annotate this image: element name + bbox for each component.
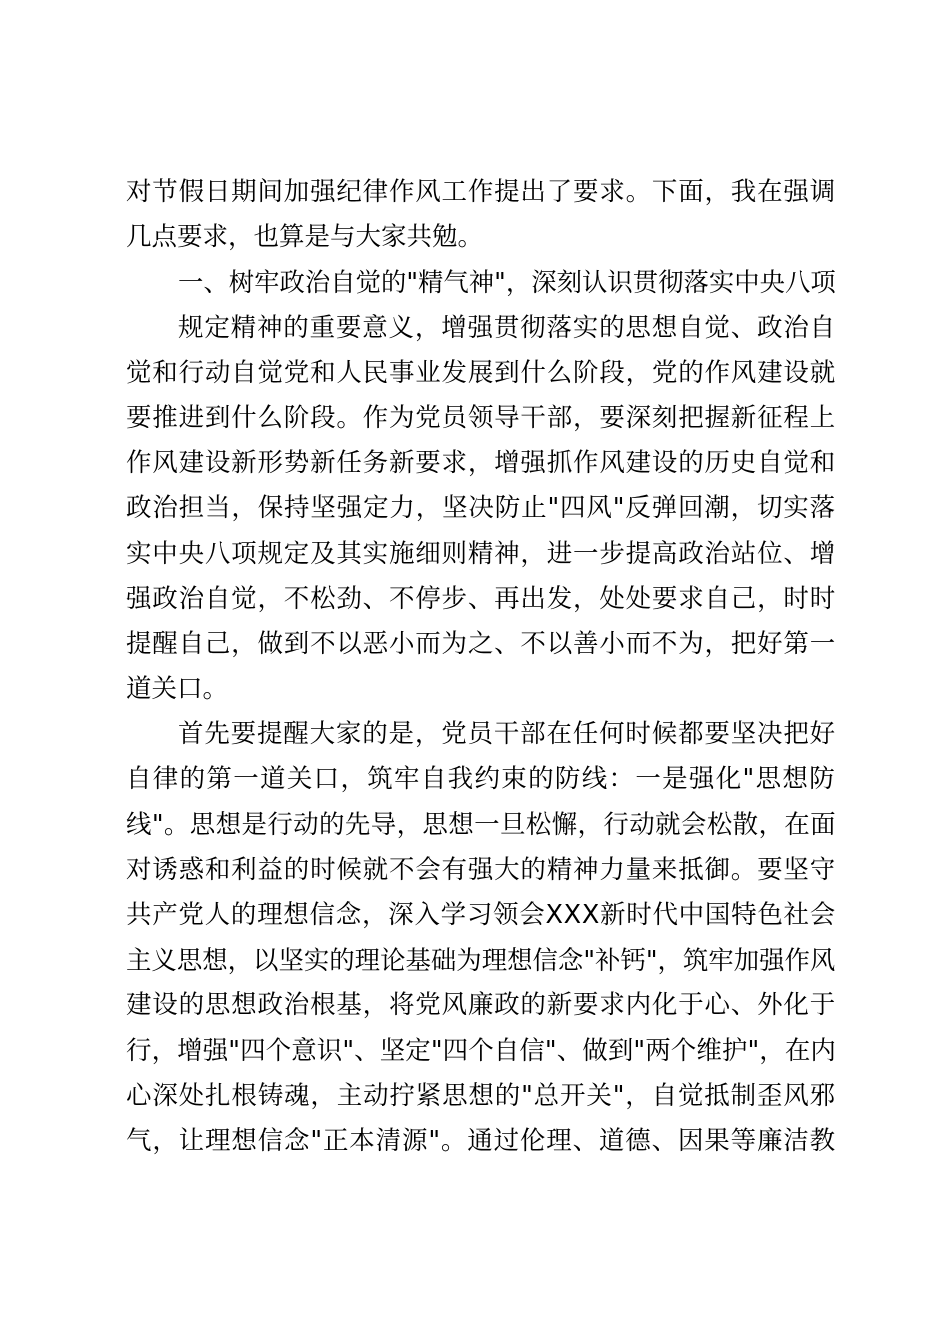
text-line: 建设的思想政治根基，将党风廉政的新要求内化于心、外化于 [126,990,836,1021]
text-line: 首先要提醒大家的是，党员干部在任何时候都要坚决把好 [178,719,836,750]
text-line: 提醒自己，做到不以恶小而为之、不以善小而不为，把好第一 [126,628,836,659]
text-line: 一、树牢政治自觉的"精气神"，深刻认识贯彻落实中央八项 [178,267,836,298]
text-line: 共产党人的理想信念，深入学习领会XXX新时代中国特色社会 [126,900,836,930]
text-line: 自律的第一道关口，筑牢自我约束的防线：一是强化"思想防 [126,764,836,795]
text-line: 觉和行动自觉党和人民事业发展到什么阶段，党的作风建设就 [126,357,836,388]
text-line: 几点要求，也算是与大家共勉。 [126,222,484,253]
text-line: 道关口。 [126,674,229,705]
text-line: 规定精神的重要意义，增强贯彻落实的思想自觉、政治自 [178,312,836,343]
text-line: 实中央八项规定及其实施细则精神，进一步提高政治站位、增 [126,538,836,569]
text-line: 线"。思想是行动的先导，思想一旦松懈，行动就会松散，在面 [126,809,836,840]
text-line: 心深处扎根铸魂，主动拧紧思想的"总开关"，自觉抵制歪风邪 [126,1080,836,1111]
text-line: 对诱惑和利益的时候就不会有强大的精神力量来抵御。要坚守 [126,854,836,885]
text-line: 气，让理想信念"正本清源"。通过伦理、道德、因果等廉洁教 [126,1125,836,1156]
text-line: 强政治自觉，不松劲、不停步、再出发，处处要求自己，时时 [126,583,836,614]
text-line: 作风建设新形势新任务新要求，增强抓作风建设的历史自觉和 [126,448,836,479]
text-line: 主义思想，以坚实的理论基础为理想信念"补钙"，筑牢加强作风 [126,945,836,976]
text-line: 要推进到什么阶段。作为党员领导干部，要深刻把握新征程上 [126,402,836,433]
text-line: 对节假日期间加强纪律作风工作提出了要求。下面，我在强调 [126,177,836,207]
text-line: 政治担当，保持坚强定力，坚决防止"四风"反弹回潮，切实落 [126,493,836,524]
body-text [126,170,836,1164]
text-line: 行，增强"四个意识"、坚定"四个自信"、做到"两个维护"，在内 [126,1035,836,1066]
